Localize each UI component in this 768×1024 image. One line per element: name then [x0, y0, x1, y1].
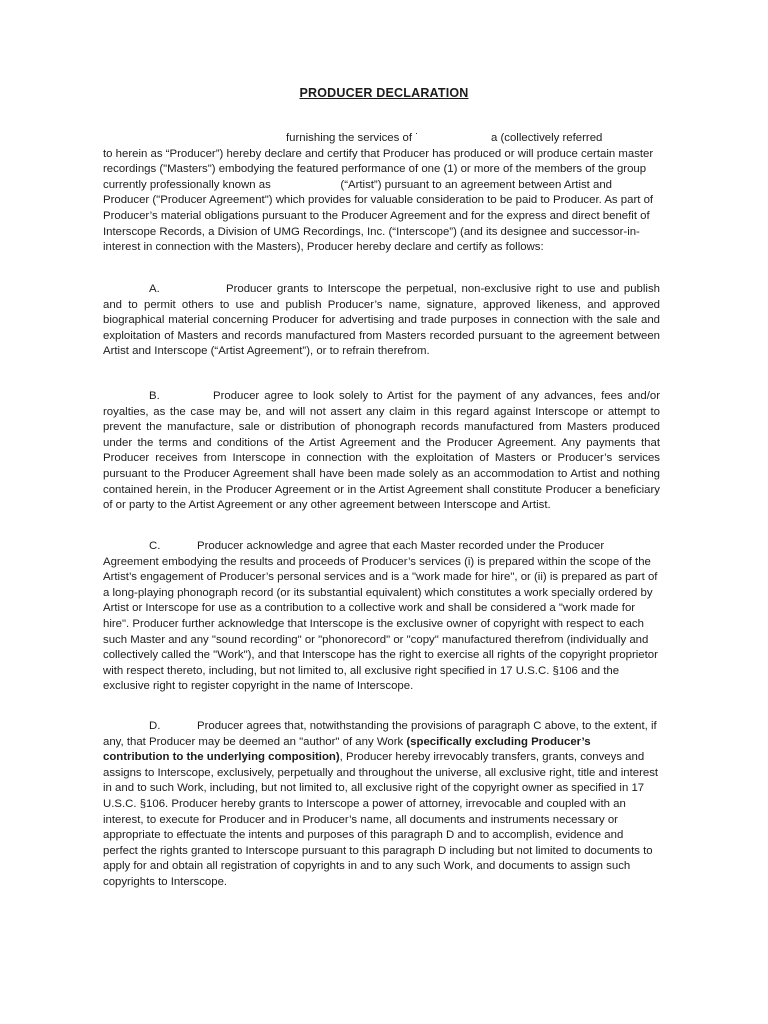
paragraph-a-label: A.: [149, 283, 160, 295]
intro-line1-b: a (collectively referred: [490, 132, 603, 144]
intro-line1-a: furnishing the services of: [286, 132, 412, 144]
document-title: PRODUCER DECLARATION: [299, 86, 469, 100]
paragraph-d-text-before: Producer agrees that, notwithstanding the provisions of paragraph C above, to the extent, if any, that Producer may be deemed an "author" of any Work: [103, 720, 657, 748]
paragraph-b-text: Producer agree to look solely to Artist for the payment of any advances, fees and/or royalties, as the case may be, and will not assert any claim in this regard against Interscope or attempt to prevent the manufacture, sale or distribution of phonograph records manufactured from Masters produced under the terms and conditions of the Artist Agreement and the Producer Agreement. Any payments that Producer receives from Interscope in connection with the exploitation of Masters or Producer’s services pursuant to the Producer Agreement shall have been made solely as an accommodation to Artist and nothing contained herein, in the Producer Agreement or in the Artist Agreement shall constitute Producer a beneficiary of or party to the Artist Agreement or any other agreement between Interscope and Artist.: [103, 390, 660, 512]
paragraph-b-label: B.: [149, 390, 160, 402]
intro-first-line: [103, 132, 602, 144]
intro-paragraph: [103, 131, 660, 256]
paragraph-c-text: Producer acknowledge and agree that each Master recorded under the Producer Agreement embodying the results and proceeds of Producer’s services (i) is prepared within the scope of the Artist’s engagement of Producer’s personal services and is a "work made for hire", or (ii) is prepared as part of a long-playing phonograph record (or its substantial equivalent) which constitutes a work specially ordered by Artist or Interscope for use as a contribution to a collective work and shall be considered a "work made for hire". Producer further acknowledge that Interscope is the exclusive owner of copyright with respect to each such Master and any "sound recording" or "phonorecord" or "copy" manufactured therefrom (individually and collectively called the "Work"), and that Interscope has the right to exercise all rights of the copyright proprietor with respect thereto, including, but not limited to, all exclusive right specified in 17 U.S.C. §106 and the exclusive right to register copyright in the name of Interscope.: [103, 540, 658, 693]
paragraph-b: [103, 389, 660, 514]
paragraph-d-text-bold: (specifically excluding Producer’s contribution to the underlying composition): [103, 735, 591, 764]
paragraph-c: [103, 539, 660, 695]
paragraph-c-label: C.: [149, 540, 161, 552]
paragraph-d-text-after: , Producer hereby irrevocably transfers, grants, conveys and assigns to Interscope, exclusively, perpetually and throughout the universe, all exclusive right, title and interest in and to such Work, including, but not limited to, all exclusive right of the copyright owner as specified in 17 U.S.C. §106. Producer hereby grants to Interscope a power of attorney, irrevocable and coupled with an interest, to execute for Producer and in Producer’s name, all documents and instruments necessary or appropriate to effectuate the intents and purposes of this paragraph D and to accomplish, evidence and perfect the rights granted to Interscope pursuant to this paragraph D including but not limited to documents to apply for and obtain all registration of copyrights in and to any such Work, and documents to assign such copyrights to Interscope.: [103, 751, 659, 888]
paragraph-d-label: D.: [149, 720, 161, 732]
paragraph-a-text: Producer grants to Interscope the perpetual, non-exclusive right to use and publish and to permit others to use and publish Producer’s name, signature, approved likeness, and approved biographical material concerning Producer for advertising and trade purposes in connection with the sale and exploitation of Masters and records manufactured from Masters recorded pursuant to the agreement between Artist and Interscope (“Artist Agreement”), or to refrain therefrom.: [103, 283, 660, 358]
intro-line1-mark: ˙: [415, 132, 419, 144]
paragraph-a: [103, 282, 660, 360]
intro-rest: to herein as “Producer”) hereby declare and certify that Producer has produced or will produce certain master recordings ("Masters") embodying the featured performance of one (1) or more of the members of the group currently professionally known as (“Artist”) pursuant to an agreement between Artist and Producer ("Producer Agreement") which provides for valuable consideration to be paid to Producer. As part of Producer’s material obligations pursuant to the Producer Agreement and for the express and direct benefit of Interscope Records, a Division of UMG Recordings, Inc. (“Interscope”) (and its designee and successor-in-interest in connection with the Masters), Producer hereby declare and certify as follows:: [103, 147, 654, 254]
paragraph-d: [103, 719, 660, 891]
